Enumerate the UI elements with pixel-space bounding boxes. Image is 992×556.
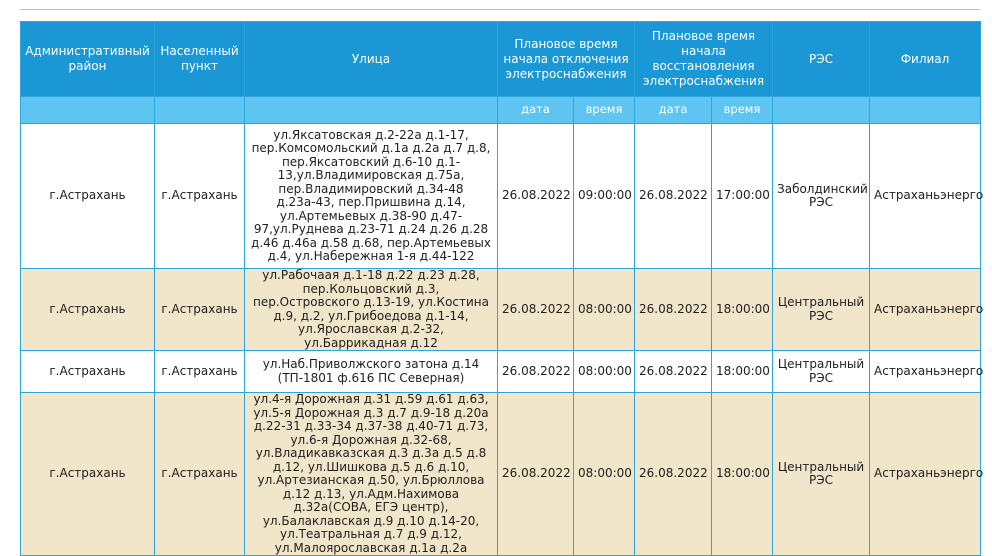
cell-on-time: 18:00:00 <box>712 393 773 556</box>
cell-on-date: 26.08.2022 <box>635 351 712 393</box>
cell-res: Центральный РЭС <box>773 393 870 556</box>
header-district: Административный район <box>21 22 155 97</box>
cell-street: ул.Наб.Приволжского затона д.14 (ТП-1801 ф.616 ПС Северная) <box>245 351 498 393</box>
cell-off-date: 26.08.2022 <box>498 393 574 556</box>
cell-off-time: 08:00:00 <box>574 269 635 351</box>
header-locality: Населенный пункт <box>155 22 245 97</box>
header-street: Улица <box>245 22 498 97</box>
cell-off-time: 08:00:00 <box>574 351 635 393</box>
table-subheader-row <box>21 97 981 124</box>
cell-branch: Астраханьэнерго <box>870 393 981 556</box>
subheader-off-date: дата <box>498 97 574 124</box>
header-off-time: Плановое время начала отключения электроснабжения <box>498 22 635 97</box>
cell-locality: г.Астрахань <box>155 393 245 556</box>
subheader-off-time: время <box>574 97 635 124</box>
cell-on-date: 26.08.2022 <box>635 393 712 556</box>
cell-on-time: 18:00:00 <box>712 269 773 351</box>
cell-street: ул.Яксатовская д.2-22а д.1-17, пер.Комсомольский д.1а д.2а д.7 д.8, пер.Яксатовский д.6-10 д.1-13,ул.Владимировская д.75а, пер.Владимировский д.34-48 д.23а-43, пер.Пришвина д.14, ул.Артемьевых д.38-90 д.47-97,ул.Руднева д.23-71 д.24 д.26 д.28 д.46 д.46а д.58 д.68, пер.Артемьевых д.4, ул.Набережная 1-я д.44-122 <box>245 124 498 269</box>
cell-on-time: 17:00:00 <box>712 124 773 269</box>
header-branch: Филиал <box>870 22 981 97</box>
cell-off-time: 08:00:00 <box>574 393 635 556</box>
cell-off-date: 26.08.2022 <box>498 351 574 393</box>
top-divider <box>20 9 980 10</box>
subheader-on-time: время <box>712 97 773 124</box>
cell-on-time: 18:00:00 <box>712 351 773 393</box>
table-row <box>21 124 981 269</box>
cell-branch: Астраханьэнерго <box>870 351 981 393</box>
cell-locality: г.Астрахань <box>155 269 245 351</box>
table-header-row <box>21 22 981 97</box>
table-row <box>21 351 981 393</box>
cell-branch: Астраханьэнерго <box>870 124 981 269</box>
table-row <box>21 393 981 556</box>
subheader-empty <box>21 97 155 124</box>
cell-street: ул.4-я Дорожная д.31 д.59 д.61 д.63, ул.5-я Дорожная д.3 д.7 д.9-18 д.20а д.22-31 д.33-34 д.37-38 д.40-71 д.73, ул.6-я Дорожная д.32-68, ул.Владикавказская д.3 д.3а д.5 д.8 д.12, ул.Шишкова д.5 д.6 д.10, ул.Артезианская д.50, ул.Брюллова д.12 д.13, ул.Адм.Нахимова д.32а(СОВА, ЕГЭ центр), ул.Балаклавская д.9 д.10 д.14-20, ул.Театральная д.7 д.9 д.12, ул.Малоярославская д.1а д.2а <box>245 393 498 556</box>
outage-schedule-table <box>20 21 984 556</box>
subheader-empty <box>773 97 870 124</box>
cell-street: ул.Рабочаая д.1-18 д.22 д.23 д.28, пер.Кольцовский д.3, пер.Островского д.13-19, ул.Костина д.9, д.2, ул.Грибоедова д.1-14, ул.Ярославская д.2-32, ул.Баррикадная д.12 <box>245 269 498 351</box>
subheader-empty <box>870 97 981 124</box>
cell-branch: Астраханьэнерго <box>870 269 981 351</box>
subheader-empty <box>245 97 498 124</box>
cell-res: Заболдинский РЭС <box>773 124 870 269</box>
subheader-on-date: дата <box>635 97 712 124</box>
cell-on-date: 26.08.2022 <box>635 269 712 351</box>
cell-off-date: 26.08.2022 <box>498 269 574 351</box>
header-res: РЭС <box>773 22 870 97</box>
cell-locality: г.Астрахань <box>155 351 245 393</box>
cell-district: г.Астрахань <box>21 351 155 393</box>
header-restore-time: Плановое время начала восстановления электроснабжения <box>635 22 773 97</box>
cell-on-date: 26.08.2022 <box>635 124 712 269</box>
cell-res: Центральный РЭС <box>773 269 870 351</box>
cell-district: г.Астрахань <box>21 124 155 269</box>
cell-district: г.Астрахань <box>21 269 155 351</box>
cell-off-date: 26.08.2022 <box>498 124 574 269</box>
cell-locality: г.Астрахань <box>155 124 245 269</box>
cell-district: г.Астрахань <box>21 393 155 556</box>
subheader-empty <box>155 97 245 124</box>
cell-res: Центральный РЭС <box>773 351 870 393</box>
table-row <box>21 269 981 351</box>
cell-off-time: 09:00:00 <box>574 124 635 269</box>
